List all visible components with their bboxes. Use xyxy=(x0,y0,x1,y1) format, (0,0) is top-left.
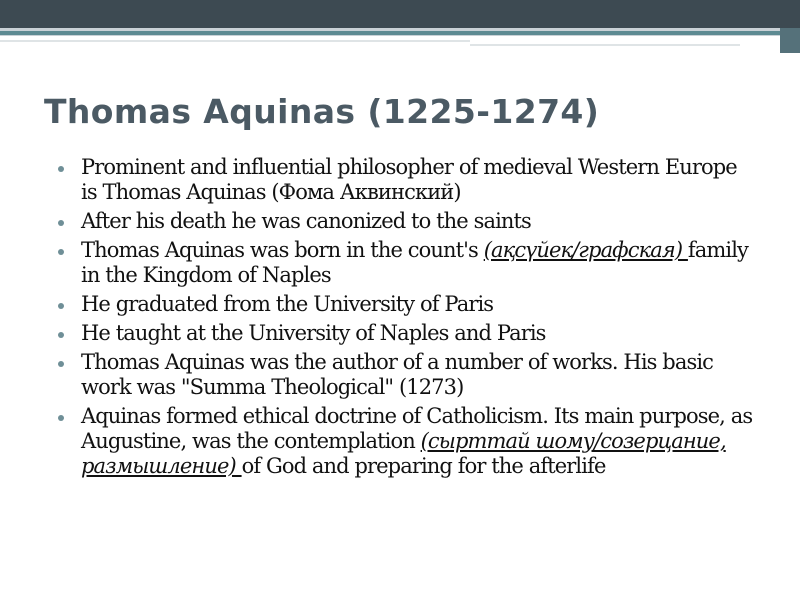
bullet-dot-icon xyxy=(58,166,64,172)
bullet-translation: (ақсүйек/графская) xyxy=(483,238,688,262)
header-band-accent xyxy=(780,28,800,53)
bullet-item xyxy=(58,238,758,288)
bullet-text: He taught at the University of Naples and Paris xyxy=(81,321,546,345)
bullet-item xyxy=(58,350,758,400)
header-band-dark xyxy=(0,0,800,28)
bullet-dot-icon xyxy=(58,220,64,226)
header-rule xyxy=(0,40,470,42)
bullet-item xyxy=(58,292,758,317)
bullet-text: Prominent and influential philosopher of medieval Western Europe is Thomas Aquinas (Фома Аквинский) xyxy=(81,155,737,204)
bullet-dot-icon xyxy=(58,303,64,309)
bullet-text: family in the Kingdom of Naples xyxy=(81,238,749,287)
bullet-text: Thomas Aquinas was the author of a number of works. His basic work was "Summa Theological" (1273) xyxy=(81,350,714,399)
bullet-dot-icon xyxy=(58,249,64,255)
bullet-item xyxy=(58,209,758,234)
bullet-text: He graduated from the University of Paris xyxy=(81,292,494,316)
bullet-text: After his death he was canonized to the saints xyxy=(81,209,531,233)
bullet-dot-icon xyxy=(58,361,64,367)
bullet-dot-icon xyxy=(58,415,64,421)
bullet-item xyxy=(58,155,758,205)
bullet-translation: (сырттай шому/созерцание, размышление) xyxy=(81,429,726,478)
header-rule-secondary xyxy=(470,44,740,46)
slide-title: Thomas Aquinas (1225-1274) xyxy=(44,92,600,131)
bullet-text: of God and preparing for the afterlife xyxy=(241,454,606,478)
bullet-item xyxy=(58,404,758,479)
bullet-text: Thomas Aquinas was born in the count's xyxy=(81,238,484,262)
bullet-list xyxy=(58,155,758,483)
bullet-item xyxy=(58,321,758,346)
header-band-teal xyxy=(0,31,785,35)
bullet-dot-icon xyxy=(58,332,64,338)
bullet-text: Aquinas formed ethical doctrine of Catholicism. Its main purpose, as Augustine, was the contemplation xyxy=(81,404,753,453)
